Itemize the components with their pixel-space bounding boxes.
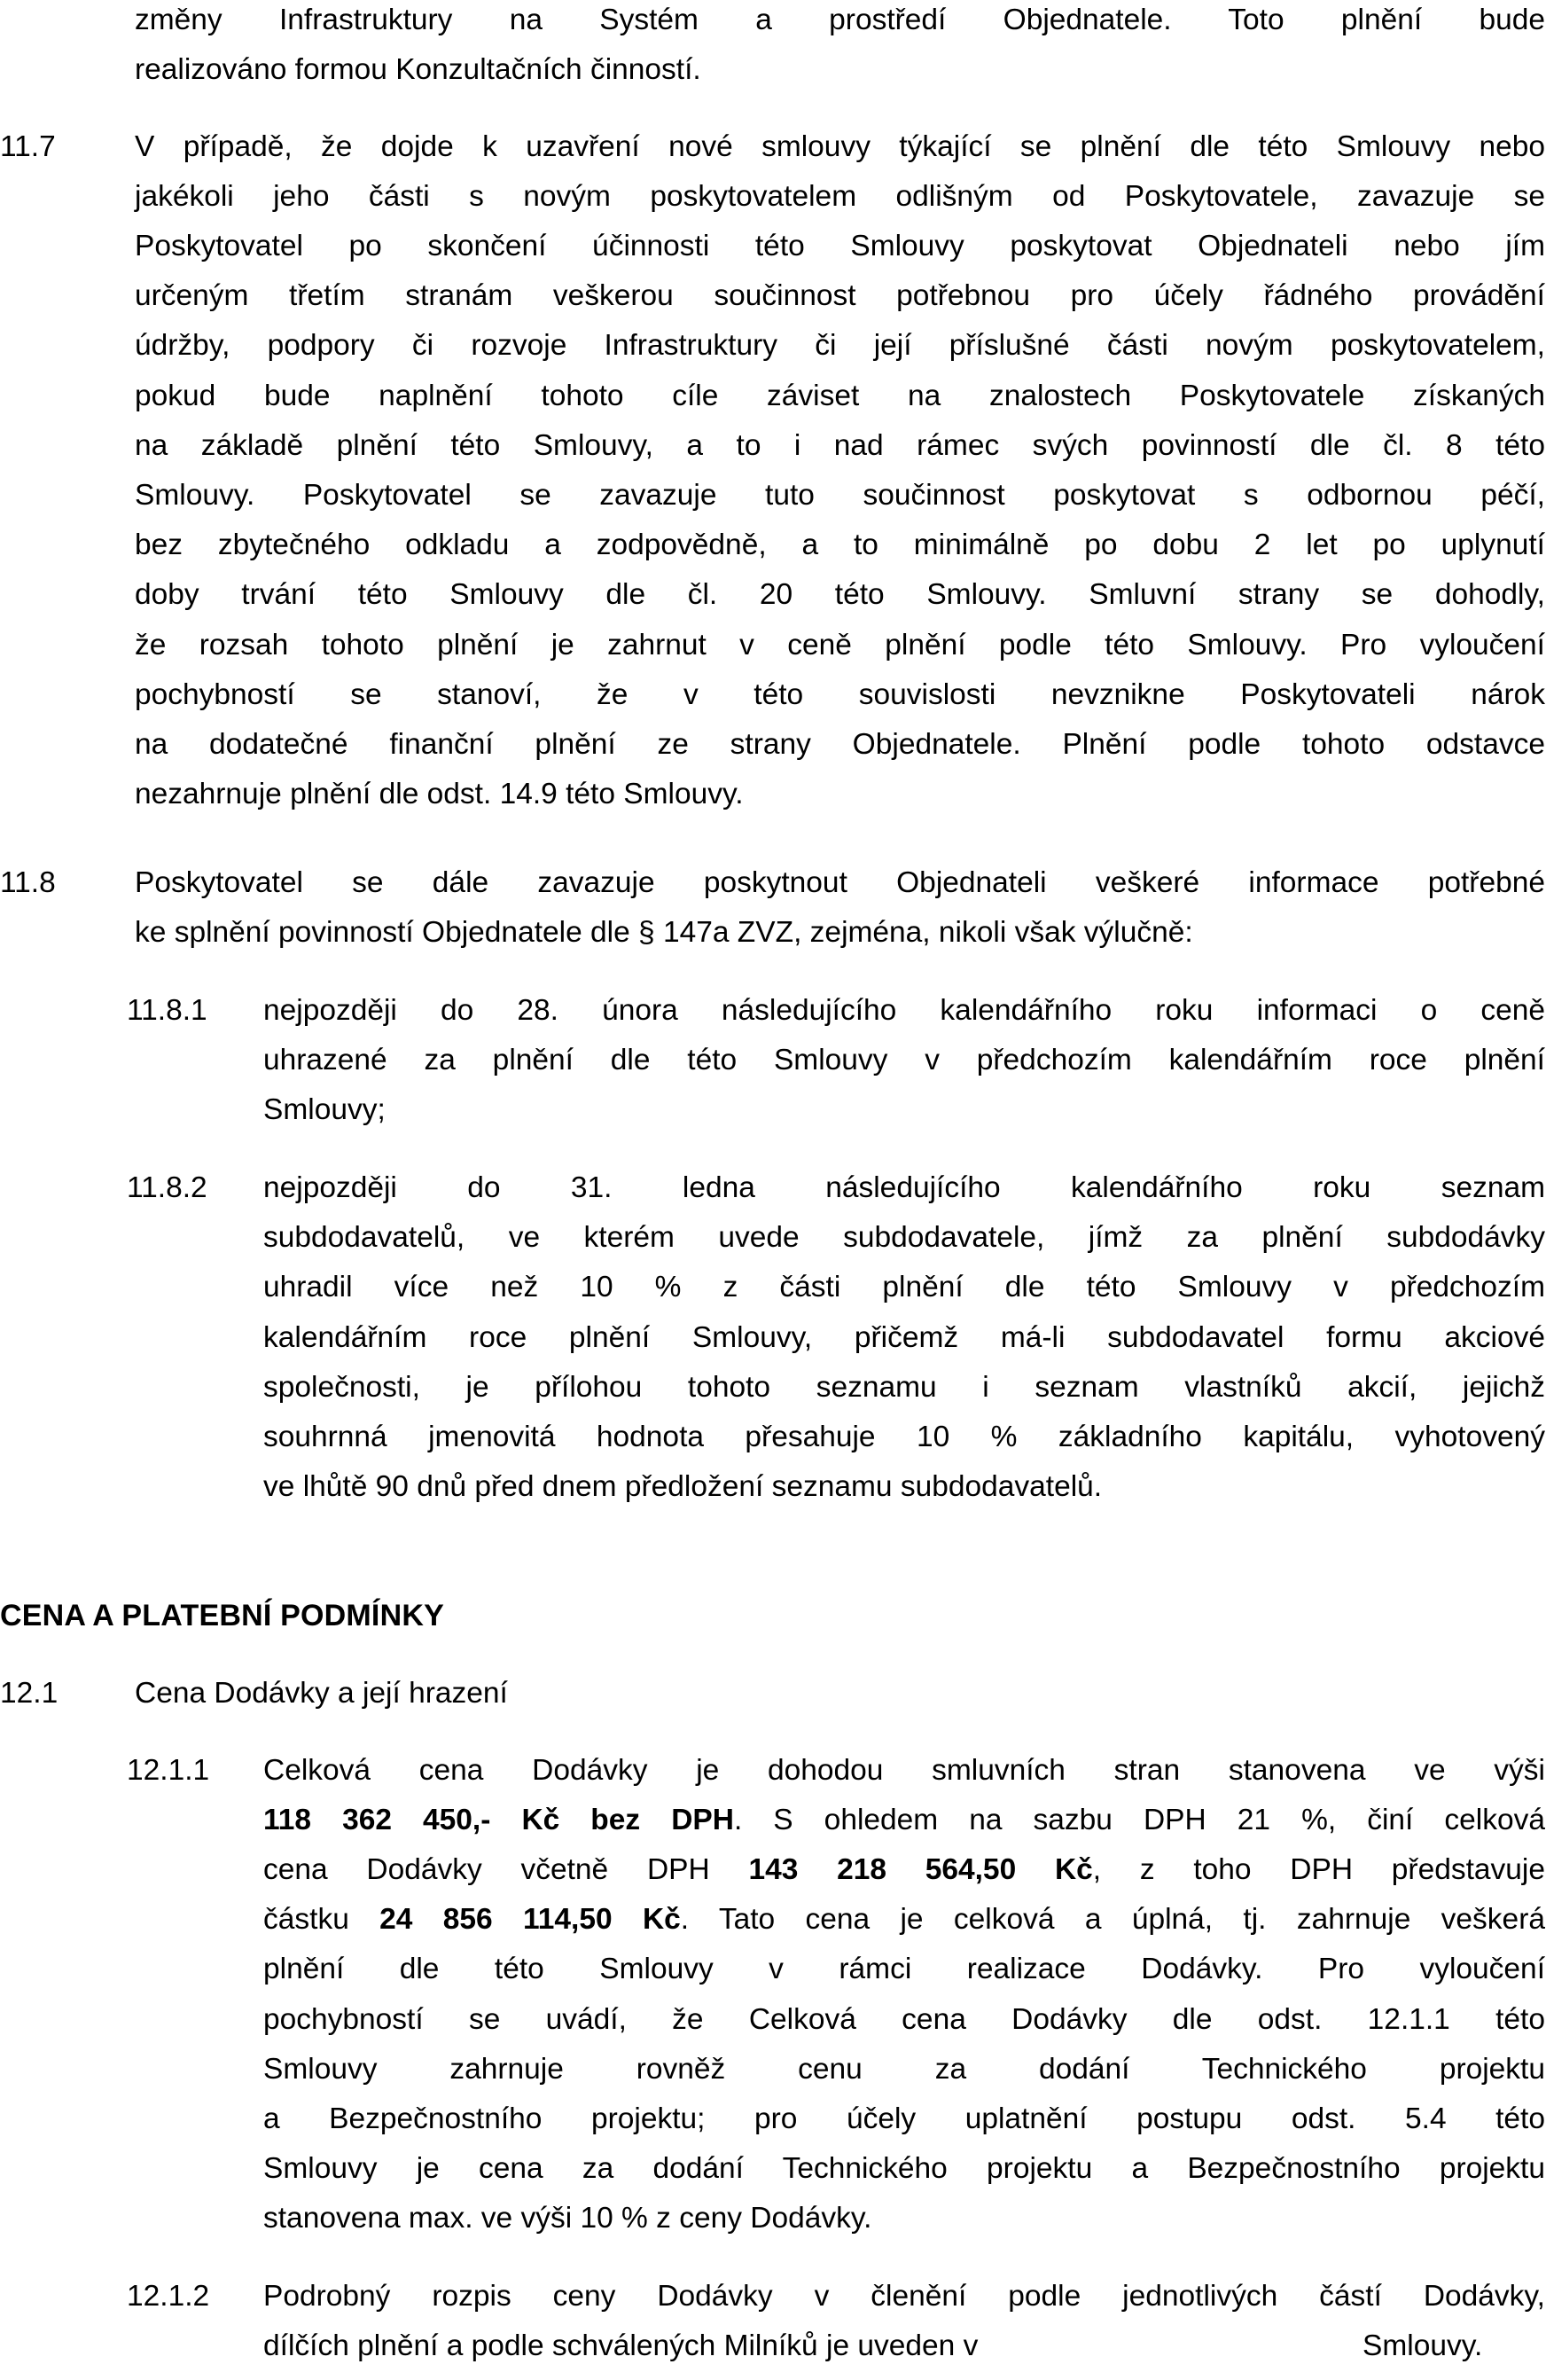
text-line: plnění dle této Smlouvy v rámci realizace Dodávky. Pro vyloučení — [263, 1953, 1545, 1985]
text-line: na základě plnění této Smlouvy, a to i nad rámec svých povinností dle čl. 8 této — [135, 429, 1545, 462]
text-span: částku — [263, 1903, 380, 1936]
vat-amount: 24 856 114,50 Kč — [379, 1903, 681, 1936]
text-line: realizováno formou Konzultačních činností. — [135, 53, 701, 86]
text-line: stanovena max. ve výši 10 % z ceny Dodávky. — [263, 2202, 872, 2235]
text-line: Poskytovatel po skončení účinnosti této Smlouvy poskytovat Objednateli nebo jím — [135, 230, 1545, 262]
text-line: údržby, podpory či rozvoje Infrastruktury či její příslušné části novým poskytovatelem, — [135, 329, 1545, 362]
text-span: . Tato cena je celková a úplná, tj. zahrnuje veškerá — [680, 1903, 1545, 1936]
text-line: doby trvání této Smlouvy dle čl. 20 této Smlouvy. Smluvní strany se dohodly, — [135, 578, 1545, 611]
text-line: Smlouvy. — [1363, 2329, 1483, 2362]
text-line: nejpozději do 31. ledna následujícího kalendářního roku seznam — [263, 1171, 1545, 1204]
text-line: nezahrnuje plnění dle odst. 14.9 této Smlouvy. — [135, 778, 744, 810]
text-line: na dodatečné finanční plnění ze strany Objednatele. Plnění podle tohoto odstavce — [135, 728, 1545, 761]
clause-number: 12.1.1 — [127, 1754, 210, 1787]
text-span: . S ohledem na sazbu DPH 21 %, činí celková — [733, 1804, 1545, 1836]
section-heading: CENA A PLATEBNÍ PODMÍNKY — [0, 1599, 444, 1632]
clause-12-1-title: Cena Dodávky a její hrazení — [135, 1677, 508, 1710]
clause-number: 12.1 — [0, 1677, 59, 1710]
text-line: Smlouvy je cena za dodání Technického projektu a Bezpečnostního projektu — [263, 2152, 1545, 2185]
text-span: , z toho DPH představuje — [1092, 1853, 1545, 1886]
text-line: pokud bude naplnění tohoto cíle záviset na znalostech Poskytovatele získaných — [135, 380, 1545, 412]
clause-number: 12.1.2 — [127, 2280, 210, 2313]
text-line: Smlouvy; — [263, 1093, 386, 1126]
text-line: Smlouvy zahrnuje rovněž cenu za dodání Technického projektu — [263, 2053, 1545, 2086]
text-line: V případě, že dojde k uzavření nové smlouvy týkající se plnění dle této Smlouvy nebo — [135, 130, 1545, 163]
text-line: že rozsah tohoto plnění je zahrnut v ceně plnění podle této Smlouvy. Pro vyloučení — [135, 629, 1545, 662]
text-line: uhrazené za plnění dle této Smlouvy v předchozím kalendářním roce plnění — [263, 1044, 1545, 1076]
text-line — [263, 1905, 1545, 1942]
text-line: Smlouvy. Poskytovatel se zavazuje tuto součinnost poskytovat s odbornou péčí, — [135, 479, 1545, 512]
text-line — [263, 1855, 1545, 1892]
text-line — [263, 1805, 1545, 1843]
text-line: dílčích plnění a podle schválených Milníků je uveden v — [263, 2329, 979, 2362]
text-line: pochybností se stanoví, že v této souvislosti nevznikne Poskytovateli nárok — [135, 678, 1545, 711]
price-with-vat: 143 218 564,50 Kč — [748, 1853, 1093, 1886]
text-line: Podrobný rozpis ceny Dodávky v členění podle jednotlivých částí Dodávky, — [263, 2280, 1545, 2313]
text-line: nejpozději do 28. února následujícího kalendářního roku informaci o ceně — [263, 994, 1545, 1027]
text-line: ke splnění povinností Objednatele dle § 147a ZVZ, zejména, nikoli však výlučně: — [135, 916, 1193, 949]
text-line: Poskytovatel se dále zavazuje poskytnout Objednateli veškeré informace potřebné — [135, 866, 1545, 899]
text-line: souhrnná jmenovitá hodnota přesahuje 10 % základního kapitálu, vyhotovený — [263, 1421, 1545, 1453]
text-line: pochybností se uvádí, že Celková cena Dodávky dle odst. 12.1.1 této — [263, 2003, 1545, 2036]
text-line: společnosti, je přílohou tohoto seznamu i seznam vlastníků akcií, jejichž — [263, 1371, 1545, 1404]
price-without-vat: 118 362 450,- Kč bez DPH — [263, 1804, 734, 1836]
text-line: uhradil více než 10 % z části plnění dle této Smlouvy v předchozím — [263, 1271, 1545, 1304]
text-line: subdodavatelů, ve kterém uvede subdodavatele, jímž za plnění subdodávky — [263, 1221, 1545, 1254]
clause-number: 11.7 — [0, 130, 56, 163]
text-line: změny Infrastruktury na Systém a prostředí Objednatele. Toto plnění bude — [135, 4, 1545, 36]
clause-number: 11.8.1 — [127, 994, 207, 1027]
text-line: jakékoli jeho části s novým poskytovatelem odlišným od Poskytovatele, zavazuje se — [135, 180, 1545, 213]
clause-number: 11.8.2 — [127, 1171, 207, 1204]
text-line: a Bezpečnostního projektu; pro účely uplatnění postupu odst. 5.4 této — [263, 2102, 1545, 2135]
text-line: Celková cena Dodávky je dohodou smluvních stran stanovena ve výši — [263, 1754, 1545, 1787]
text-line: bez zbytečného odkladu a zodpovědně, a to minimálně po dobu 2 let po uplynutí — [135, 528, 1545, 561]
text-line: určeným třetím stranám veškerou součinnost potřebnou pro účely řádného provádění — [135, 279, 1545, 312]
text-line: kalendářním roce plnění Smlouvy, přičemž má-li subdodavatel formu akciové — [263, 1321, 1545, 1354]
text-span: cena Dodávky včetně DPH — [263, 1853, 749, 1886]
text-line: ve lhůtě 90 dnů před dnem předložení seznamu subdodavatelů. — [263, 1470, 1103, 1503]
clause-number: 11.8 — [0, 866, 56, 899]
